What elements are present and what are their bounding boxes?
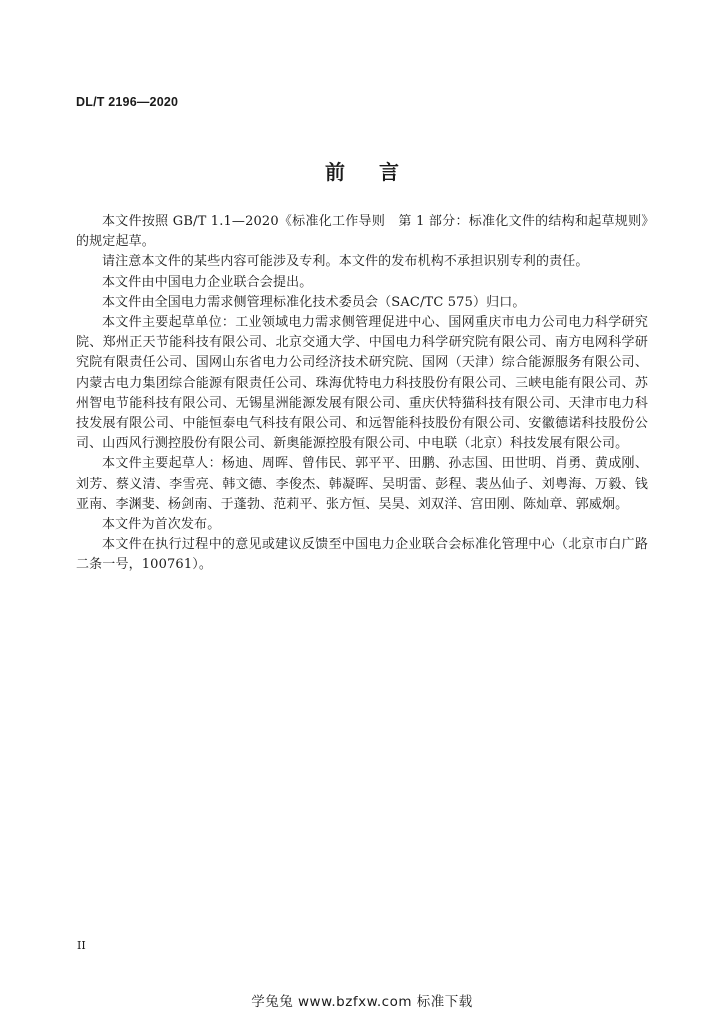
page-number: II xyxy=(77,939,86,952)
paragraph-first-release: 本文件为首次发布。 xyxy=(102,517,221,533)
footer-watermark: 学兔兔 www.bzfxw.com 标准下载 xyxy=(251,994,473,1010)
paragraph-committee: 本文件由全国电力需求侧管理标准化技术委员会（SAC/TC 575）归口。 xyxy=(102,294,526,310)
paragraph-feedback: 本文件在执行过程中的意见或建议反馈至中国电力企业联合会标准化管理中心（北京市白广路二条一号，100761）。 xyxy=(76,537,648,573)
paragraph-drafters: 本文件主要起草人：杨迪、周晖、曾伟民、郭平平、田鹏、孙志国、田世明、肖勇、黄成刚、刘芳、蔡义清、李雪亮、韩文德、李俊杰、韩凝晖、吴明雷、彭程、裴丛仙子、刘粤海、万毅、钱亚南、李渊斐、杨剑南、于蓬勃、范莉平、张方恒、吴昊、刘双洋、宫田刚、陈灿章、郭威炯。 xyxy=(76,456,648,512)
paragraph-patent-notice: 请注意本文件的某些内容可能涉及专利。本文件的发布机构不承担识别专利的责任。 xyxy=(102,254,589,270)
paragraph-drafting-units: 本文件主要起草单位：工业领域电力需求侧管理促进中心、国网重庆市电力公司电力科学研究院、郑州正天节能科技有限公司、北京交通大学、中国电力科学研究院有限公司、南方电网科学研究院有限责任公司、国网山东省电力公司经济技术研究院、国网（天津）综合能源服务有限公司、内蒙古电力集团综合能源有限责任公司、珠海优特电力科技股份有限公司、三峡电能有限公司、苏州智电节能科技有限公司、无锡星洲能源发展有限公司、重庆伏特猫科技有限公司、天津市电力科技发展有限公司、中能恒泰电气科技有限公司、和远智能科技股份有限公司、安徽德诺科技股份公司、山西风行测控股份有限公司、新奥能源控股有限公司、中电联（北京）科技发展有限公司。 xyxy=(76,315,648,452)
page-title: 前言 xyxy=(325,160,433,184)
paragraph-drafting-rules: 本文件按照 GB/T 1.1—2020《标准化工作导则 第 1 部分：标准化文件的结构和起草规则》的规定起草。 xyxy=(76,214,648,250)
document-code: DL/T 2196—2020 xyxy=(76,95,179,109)
paragraph-proposer: 本文件由中国电力企业联合会提出。 xyxy=(102,274,313,290)
foreword-body xyxy=(76,212,648,576)
